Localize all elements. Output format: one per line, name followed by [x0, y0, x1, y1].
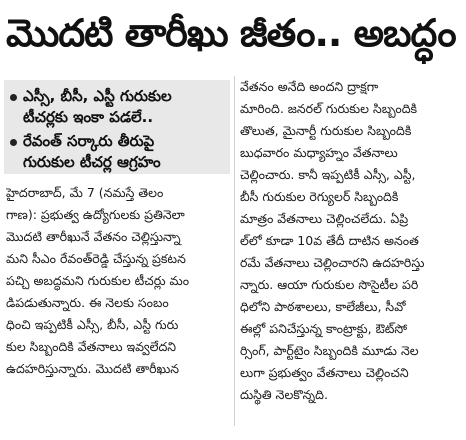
right-column	[240, 76, 462, 406]
column-divider	[234, 76, 235, 426]
text-line: మొదటి తారీఖునే వేతనం చెల్లిస్తున్నా	[6, 229, 181, 244]
left-column	[6, 182, 230, 380]
text-line: ధిలోని పాఠశాలలు, కాలేజీలు, సీవో	[240, 299, 406, 314]
highlight-line: గురుకుల టీచర్ల ఆగ్రహం	[23, 153, 161, 171]
text-line: రమే వేతనాలు చెల్లించారని ఉదహరిస్తు	[240, 255, 425, 270]
text-line: పచ్చి అబద్ధమని గురుకుల టీచర్లు మం	[6, 273, 190, 288]
text-line: బీసీ గురుకుల రెగ్యులర్ సిబ్బందికి	[240, 189, 399, 204]
bullet-icon	[10, 94, 17, 101]
text-line: వేతనం అనేది అందని ద్రాక్షగా	[240, 79, 379, 94]
text-line: ర్సింగ్, పార్ట్‌టైం సిబ్బందికి మూడు నెల	[240, 343, 419, 358]
text-line: ఉదహరిస్తున్నారు. మొదటి తారీఖున	[6, 361, 180, 376]
bullet-icon	[10, 139, 17, 146]
text-line: మారింది. జనరల్ గురుకుల సిబ్బందికి	[240, 101, 418, 116]
headline: మొదటి తారీఖు జీతం.. అబద్ధం	[6, 11, 456, 55]
highlight-item	[10, 131, 224, 173]
text-line: తొలుత, మైనార్టీ గురుకుల సిబ్బందికి	[240, 123, 412, 138]
text-line: చెల్లించారు. కానీ ఇప్పటికీ ఎస్సీ, ఎస్టీ,	[240, 167, 416, 182]
text-line: ధించి ఇప్పటికీ ఎస్సీ, బీసీ, ఎస్టీ గురు	[6, 317, 179, 332]
text-line: మాత్రం వేతనాలు చెల్లించలేదు. ఏప్రి	[240, 211, 409, 226]
text-line: డిపడుతున్నారు. ఈ నెలకు సంబం	[6, 295, 169, 310]
text-line: మని సీఎం రేవంత్‌రెడ్డి చేస్తున్న ప్రకటన	[6, 251, 186, 266]
highlight-line: ఎస్సీ, బీసీ, ఎస్టీ గురుకుల	[23, 87, 172, 105]
text-line: దుస్థితి నెలకొన్నది.	[240, 387, 328, 402]
highlight-line: రేవంత్ సర్కారు తీరుపై	[23, 132, 155, 150]
text-line: కుల సిబ్బందికి వేతనాలు ఇవ్వలేదని	[6, 339, 177, 354]
text-line: గాణ): ప్రభుత్వ ఉద్యోగులకు ప్రతినెలా	[6, 207, 185, 222]
highlight-item	[10, 86, 224, 128]
text-line: ఈల్లో పనిచేస్తున్న కాంట్రాక్టు, ఔట్‌సో	[240, 321, 408, 336]
text-line: న్నారు. ఆయా గురుకుల సొసైటీల పరి	[240, 277, 419, 292]
text-line: ల్‌లో కూడా 10వ తేదీ దాటిన అనంత	[240, 233, 419, 248]
text-line: హైదరాబాద్, మే 7 (నమస్తే తెలం	[6, 185, 164, 200]
highlight-box	[4, 80, 230, 174]
highlight-line: టీచర్లకు ఇంకా పడలే..	[23, 108, 154, 126]
text-line: లుగా ప్రభుత్వం వేతనాలు చెల్లించని	[240, 365, 409, 380]
text-line: బుధవారం మధ్యాహ్నం వేతనాలు	[240, 145, 398, 160]
